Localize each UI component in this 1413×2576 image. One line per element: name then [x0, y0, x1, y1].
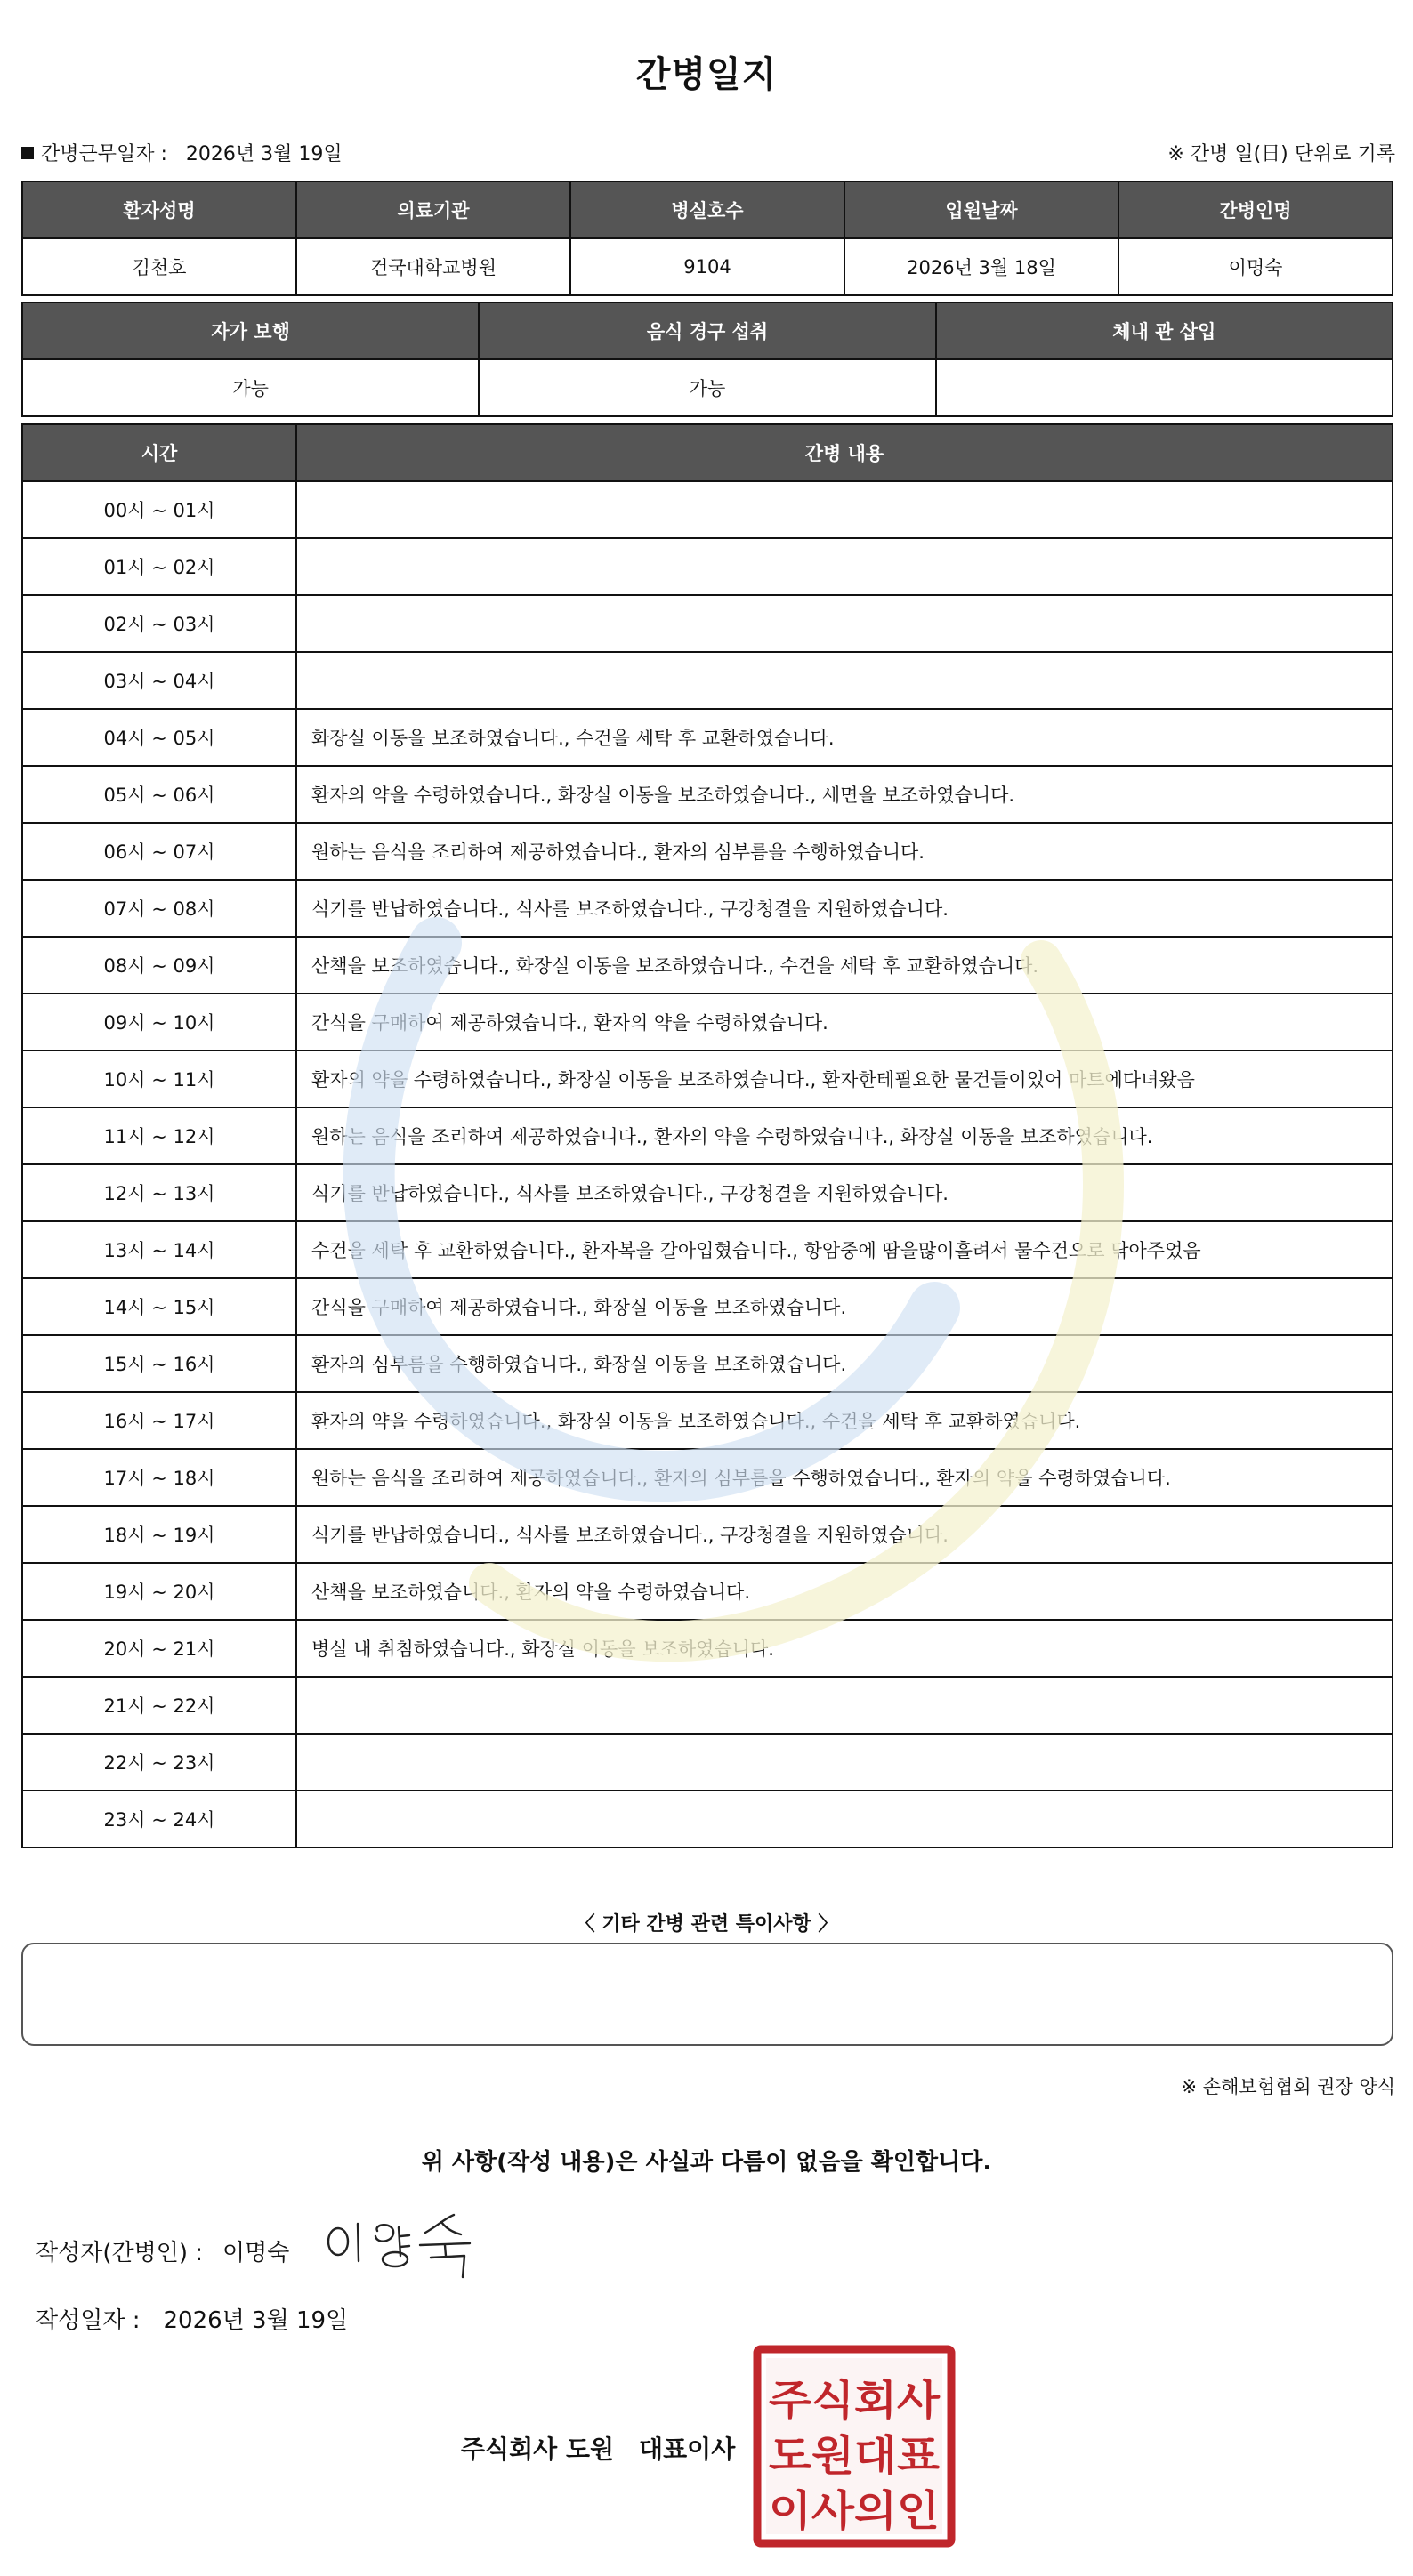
time-slot: 16시 ~ 17시 — [22, 1392, 296, 1449]
table-row — [22, 709, 1393, 766]
time-slot: 12시 ~ 13시 — [22, 1164, 296, 1221]
company-name: 주식회사 도원 — [461, 2435, 615, 2464]
care-content: 식기를 반납하였습니다., 식사를 보조하였습니다., 구강청결을 지원하였습니다. — [296, 880, 1393, 937]
time-slot: 21시 ~ 22시 — [22, 1677, 296, 1734]
care-content: 산책을 보조하였습니다., 환자의 약을 수령하였습니다. — [296, 1563, 1393, 1620]
time-slot: 20시 ~ 21시 — [22, 1620, 296, 1677]
care-content: 산책을 보조하였습니다., 화장실 이동을 보조하였습니다., 수건을 세탁 후 교환하였습니다. — [296, 937, 1393, 994]
header-time: 시간 — [22, 424, 296, 481]
table-row — [22, 359, 1393, 416]
form-note: ※ 손해보험협회 권장 양식 — [1181, 2076, 1395, 2097]
table-header-row — [22, 181, 1393, 238]
time-slot: 10시 ~ 11시 — [22, 1051, 296, 1107]
table-header-row — [22, 424, 1393, 481]
care-content: 병실 내 취침하였습니다., 화장실 이동을 보조하였습니다. — [296, 1620, 1393, 1677]
time-slot: 23시 ~ 24시 — [22, 1791, 296, 1847]
caregiver-name-value: 이명숙 — [1118, 238, 1393, 295]
patient-info-table — [21, 181, 1393, 296]
work-date-value: 2026년 3월 19일 — [185, 143, 343, 165]
care-content: 화장실 이동을 보조하였습니다., 수건을 세탁 후 교환하였습니다. — [296, 709, 1393, 766]
handwritten-signature — [320, 2206, 489, 2286]
patient-status-table — [21, 302, 1393, 417]
table-row — [22, 481, 1393, 538]
header-tube-insertion: 체내 관 삽입 — [936, 302, 1393, 359]
institution-value: 건국대학교병원 — [296, 238, 570, 295]
header-room-number: 병실호수 — [570, 181, 844, 238]
patient-name-value: 김천호 — [22, 238, 296, 295]
table-row — [22, 1563, 1393, 1620]
table-row — [22, 1734, 1393, 1791]
table-row — [22, 652, 1393, 709]
header-caregiver-name: 간병인명 — [1118, 181, 1393, 238]
header-patient-name: 환자성명 — [22, 181, 296, 238]
time-slot: 13시 ~ 14시 — [22, 1221, 296, 1278]
care-content — [296, 652, 1393, 709]
time-slot: 02시 ~ 03시 — [22, 595, 296, 652]
care-content: 식기를 반납하였습니다., 식사를 보조하였습니다., 구강청결을 지원하였습니다. — [296, 1164, 1393, 1221]
table-row — [22, 1335, 1393, 1392]
table-row — [22, 823, 1393, 880]
company-line — [461, 2430, 735, 2466]
table-row — [22, 238, 1393, 295]
time-slot: 06시 ~ 07시 — [22, 823, 296, 880]
table-row — [22, 1221, 1393, 1278]
care-content: 환자의 약을 수령하였습니다., 화장실 이동을 보조하였습니다., 수건을 세탁 후 교환하였습니다. — [296, 1392, 1393, 1449]
care-content: 환자의 약을 수령하였습니다., 화장실 이동을 보조하였습니다., 세면을 보조하였습니다. — [296, 766, 1393, 823]
company-seal-stamp — [753, 2345, 956, 2548]
seal-line-1: 주식회사 — [769, 2377, 941, 2426]
write-date-line — [36, 2302, 348, 2335]
table-row — [22, 1164, 1393, 1221]
time-slot: 19시 ~ 20시 — [22, 1563, 296, 1620]
writer-label: 작성자(간병인) : — [36, 2240, 204, 2266]
header-self-walking: 자가 보행 — [22, 302, 479, 359]
seal-line-3: 이사의인 — [769, 2487, 940, 2536]
time-slot: 00시 ~ 01시 — [22, 481, 296, 538]
time-slot: 09시 ~ 10시 — [22, 994, 296, 1051]
work-date-line — [21, 139, 343, 166]
table-row — [22, 1107, 1393, 1164]
time-slot: 01시 ~ 02시 — [22, 538, 296, 595]
table-row — [22, 1051, 1393, 1107]
care-content: 원하는 음식을 조리하여 제공하였습니다., 환자의 약을 수령하였습니다., 화장실 이동을 보조하였습니다. — [296, 1107, 1393, 1164]
care-content: 환자의 심부름을 수행하였습니다., 화장실 이동을 보조하였습니다. — [296, 1335, 1393, 1392]
table-row — [22, 1620, 1393, 1677]
time-slot: 11시 ~ 12시 — [22, 1107, 296, 1164]
company-representative: 대표이사 — [639, 2435, 736, 2464]
record-note: ※ 간병 일(日) 단위로 기록 — [1167, 143, 1395, 165]
write-date-value: 2026년 3월 19일 — [163, 2307, 349, 2334]
time-slot: 22시 ~ 23시 — [22, 1734, 296, 1791]
time-slot: 18시 ~ 19시 — [22, 1506, 296, 1563]
time-slot: 14시 ~ 15시 — [22, 1278, 296, 1335]
table-row — [22, 994, 1393, 1051]
oral-intake-value: 가능 — [479, 359, 935, 416]
table-row — [22, 1392, 1393, 1449]
write-date-label: 작성일자 : — [36, 2307, 141, 2334]
self-walking-value: 가능 — [22, 359, 479, 416]
header-admission-date: 입원날짜 — [844, 181, 1118, 238]
table-row — [22, 538, 1393, 595]
time-slot: 15시 ~ 16시 — [22, 1335, 296, 1392]
table-header-row — [22, 302, 1393, 359]
care-content — [296, 1734, 1393, 1791]
care-content: 간식을 구매하여 제공하였습니다., 화장실 이동을 보조하였습니다. — [296, 1278, 1393, 1335]
care-content: 식기를 반납하였습니다., 식사를 보조하였습니다., 구강청결을 지원하였습니다. — [296, 1506, 1393, 1563]
care-content — [296, 481, 1393, 538]
square-bullet-icon — [21, 147, 34, 159]
care-content — [296, 1677, 1393, 1734]
care-content: 원하는 음식을 조리하여 제공하였습니다., 환자의 심부름을 수행하였습니다., 환자의 약을 수령하였습니다. — [296, 1449, 1393, 1506]
confirmation-statement: 위 사항(작성 내용)은 사실과 다름이 없음을 확인합니다. — [421, 2149, 992, 2176]
table-row — [22, 1791, 1393, 1847]
care-content — [296, 595, 1393, 652]
time-slot: 08시 ~ 09시 — [22, 937, 296, 994]
page-title: 간병일지 — [635, 54, 778, 95]
seal-line-2: 도원대표 — [769, 2432, 941, 2481]
table-row — [22, 1278, 1393, 1335]
table-row — [22, 880, 1393, 937]
header-oral-intake: 음식 경구 섭취 — [479, 302, 935, 359]
time-slot: 04시 ~ 05시 — [22, 709, 296, 766]
room-number-value: 9104 — [570, 238, 844, 295]
table-row — [22, 937, 1393, 994]
table-row — [22, 1677, 1393, 1734]
writer-name: 이명숙 — [222, 2240, 290, 2266]
time-slot: 05시 ~ 06시 — [22, 766, 296, 823]
work-date-label: 간병근무일자 : — [41, 143, 167, 165]
care-content: 환자의 약을 수령하였습니다., 화장실 이동을 보조하였습니다., 환자한테필요한 물건들이있어 마트에다녀왔음 — [296, 1051, 1393, 1107]
time-slot: 17시 ~ 18시 — [22, 1449, 296, 1506]
care-content — [296, 538, 1393, 595]
care-content: 간식을 구매하여 제공하였습니다., 환자의 약을 수령하였습니다. — [296, 994, 1393, 1051]
care-content: 수건을 세탁 후 교환하였습니다., 환자복을 갈아입혔습니다., 항암중에 땀을많이흘려서 물수건으로 닦아주었음 — [296, 1221, 1393, 1278]
writer-line — [36, 2234, 289, 2267]
header-care-content: 간병 내용 — [296, 424, 1393, 481]
special-notes-box — [21, 1943, 1393, 2046]
table-row — [22, 1506, 1393, 1563]
table-row — [22, 1449, 1393, 1506]
admission-date-value: 2026년 3월 18일 — [844, 238, 1118, 295]
header-institution: 의료기관 — [296, 181, 570, 238]
care-log-table — [21, 423, 1393, 1848]
care-content — [296, 1791, 1393, 1847]
time-slot: 03시 ~ 04시 — [22, 652, 296, 709]
special-notes-heading: 〈 기타 간병 관련 특이사항 〉 — [575, 1913, 838, 1936]
table-row — [22, 766, 1393, 823]
care-content: 원하는 음식을 조리하여 제공하였습니다., 환자의 심부름을 수행하였습니다. — [296, 823, 1393, 880]
tube-insertion-value — [936, 359, 1393, 416]
time-slot: 07시 ~ 08시 — [22, 880, 296, 937]
table-row — [22, 595, 1393, 652]
